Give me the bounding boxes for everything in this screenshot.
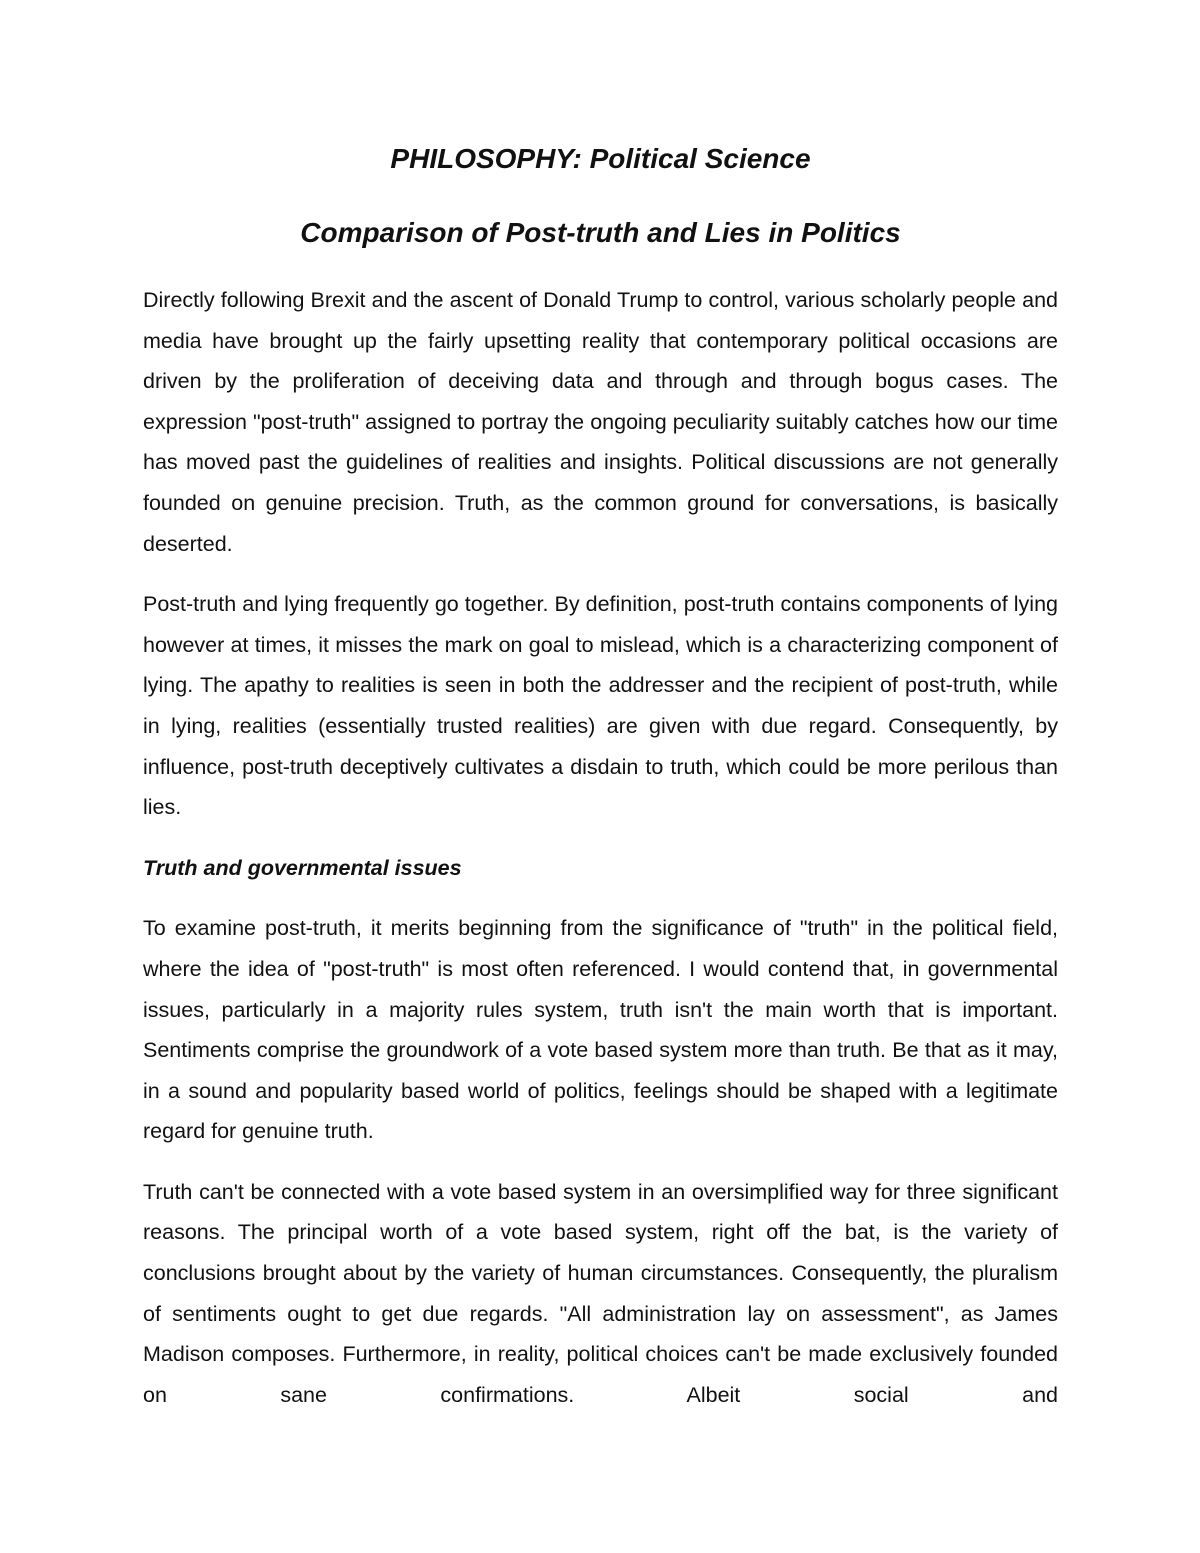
document-body — [143, 280, 1058, 1435]
document-title: PHILOSOPHY: Political Science — [390, 143, 811, 174]
document-subtitle: Comparison of Post-truth and Lies in Politics — [300, 217, 901, 248]
paragraph-intro-2: Post-truth and lying frequently go together. By definition, post-truth contains components of lying however at times, it misses the mark on goal to mislead, which is a characterizing component of lying. The apathy to realities is seen in both the addresser and the recipient of post-truth, while in lying, realities (essentially trusted realities) are given with due regard. Consequently, by influence, post-truth deceptively cultivates a disdain to truth, which could be more perilous than lies. — [143, 592, 1058, 820]
paragraph-intro-1: Directly following Brexit and the ascent of Donald Trump to control, various scholarly people and media have brought up the fairly upsetting reality that contemporary political occasions are driven by the proliferation of deceiving data and through and through bogus cases. The expression "post-truth" assigned to portray the ongoing peculiarity suitably catches how our time has moved past the guidelines of realities and insights. Political discussions are not generally founded on genuine precision. Truth, as the common ground for conversations, is basically deserted. — [143, 288, 1058, 556]
paragraph-section-2: Truth can't be connected with a vote based system in an oversimplified way for three significant reasons. The principal worth of a vote based system, right off the bat, is the variety of conclusions brought about by the variety of human circumstances. Consequently, the pluralism of sentiments ought to get due regards. "All administration lay on assessment", as James Madison composes. Furthermore, in reality, political choices can't be made exclusively founded on sane confirmations. Albeit social and — [143, 1179, 1058, 1407]
section-heading: Truth and governmental issues — [143, 855, 462, 880]
paragraph-section-1: To examine post-truth, it merits beginning from the significance of "truth" in the political field, where the idea of "post-truth" is most often referenced. I would contend that, in governmental issues, particularly in a majority rules system, truth isn't the main worth that is important. Sentiments comprise the groundwork of a vote based system more than truth. Be that as it may, in a sound and popularity based world of politics, feelings should be shaped with a legitimate regard for genuine truth. — [143, 916, 1058, 1144]
